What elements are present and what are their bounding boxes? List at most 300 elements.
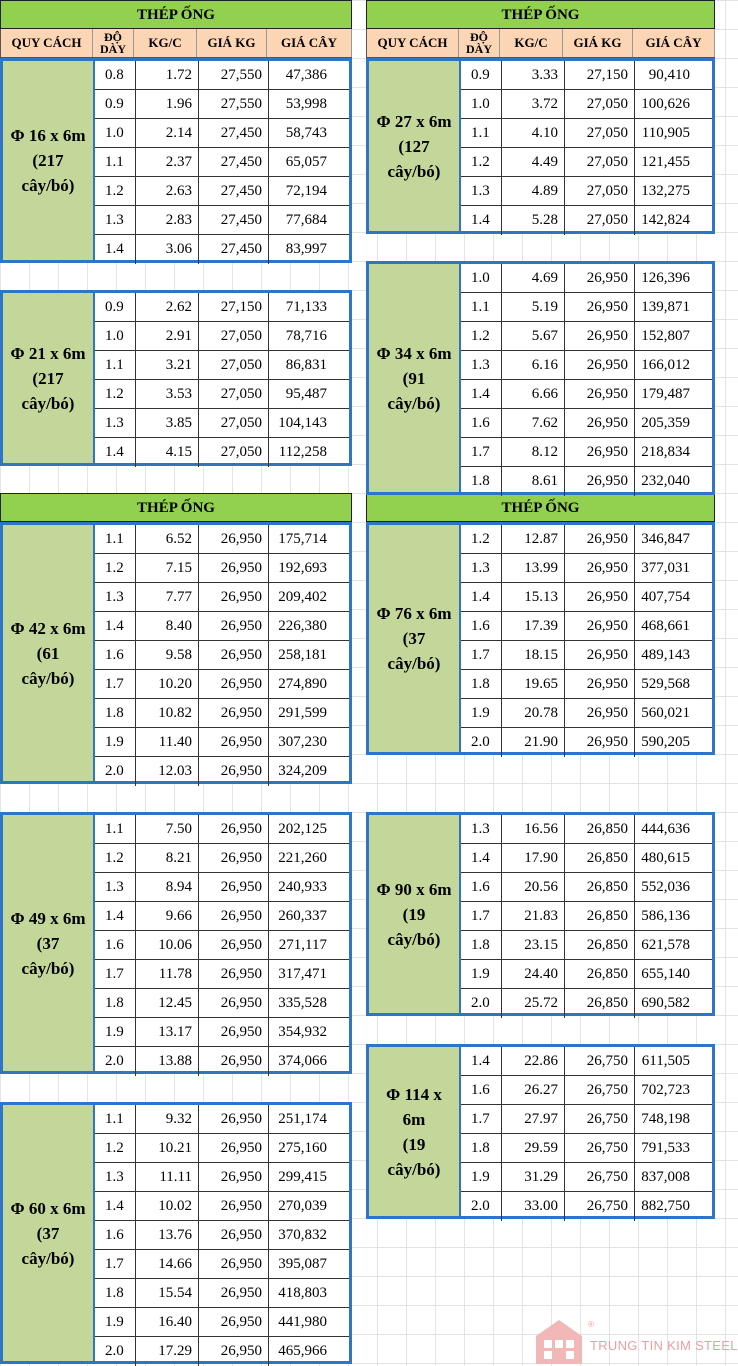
thickness-cell: 1.3 bbox=[95, 583, 136, 611]
price-piece-cell: 324,209 bbox=[278, 763, 327, 779]
price-piece-cell: 139,871 bbox=[641, 298, 690, 315]
price-piece-cell: 374,066 bbox=[278, 1053, 327, 1069]
price-kg-cell: 26,950 bbox=[199, 525, 269, 553]
price-kg-cell: 26,750 bbox=[565, 1192, 635, 1221]
thickness-cell: 1.3 bbox=[95, 409, 136, 437]
thickness-cell: 1.9 bbox=[95, 728, 136, 756]
price-kg-cell: 27,150 bbox=[199, 293, 269, 321]
col-header-price-kg: GIÁ KG bbox=[197, 29, 267, 57]
price-piece-cell: 86,831 bbox=[285, 356, 327, 373]
table-row bbox=[461, 1076, 712, 1105]
price-kg-cell: 26,950 bbox=[199, 960, 269, 988]
spec-rows bbox=[95, 525, 349, 781]
thickness-cell: 1.6 bbox=[461, 1076, 502, 1104]
price-piece-cell: 152,807 bbox=[641, 327, 690, 344]
table-row bbox=[95, 757, 349, 786]
kgc-cell: 17.29 bbox=[136, 1337, 199, 1366]
kgc-cell: 11.40 bbox=[136, 728, 199, 756]
price-piece-cell: 132,275 bbox=[641, 182, 690, 199]
spec-label bbox=[3, 1105, 95, 1361]
spec-label bbox=[369, 1047, 461, 1216]
thickness-cell: 1.2 bbox=[95, 554, 136, 582]
table-row bbox=[461, 61, 712, 90]
price-piece-cell: 299,415 bbox=[278, 1168, 327, 1185]
price-piece-cell: 72,194 bbox=[285, 182, 327, 199]
kgc-cell: 9.32 bbox=[136, 1105, 199, 1133]
thickness-cell: 1.6 bbox=[95, 1221, 136, 1249]
kgc-cell: 23.15 bbox=[502, 931, 565, 959]
thickness-cell: 1.8 bbox=[461, 931, 502, 959]
kgc-cell: 11.11 bbox=[136, 1163, 199, 1191]
price-piece-cell: 748,198 bbox=[641, 1110, 690, 1127]
table-row bbox=[461, 177, 712, 206]
table-row bbox=[95, 1018, 349, 1047]
thickness-cell: 1.1 bbox=[95, 351, 136, 379]
spec-label-line: cây/bó) bbox=[21, 958, 75, 978]
col-header-kgc: KG/C bbox=[500, 29, 563, 57]
price-piece-cell: 166,012 bbox=[641, 356, 690, 373]
spec-label-line: Φ 60 x 6m bbox=[10, 1198, 86, 1218]
kgc-cell: 5.67 bbox=[502, 322, 565, 350]
price-kg-cell: 26,750 bbox=[565, 1047, 635, 1075]
table-row bbox=[95, 177, 349, 206]
price-piece-cell: 271,117 bbox=[278, 936, 327, 953]
spec-label-line: (37 bbox=[36, 1223, 60, 1243]
thickness-cell: 1.3 bbox=[95, 206, 136, 234]
thickness-cell: 1.6 bbox=[461, 612, 502, 640]
price-kg-cell: 26,950 bbox=[565, 670, 635, 698]
price-kg-cell: 26,950 bbox=[199, 1308, 269, 1336]
table-row bbox=[95, 1221, 349, 1250]
table-row bbox=[95, 1308, 349, 1337]
price-piece-cell: 179,487 bbox=[641, 385, 690, 402]
spec-label bbox=[3, 525, 95, 781]
col-header-thickness: ĐỘ DÀY bbox=[459, 29, 500, 57]
price-kg-cell: 26,950 bbox=[565, 467, 635, 496]
table-row bbox=[95, 1047, 349, 1076]
spec-label bbox=[369, 525, 461, 752]
thickness-cell: 1.8 bbox=[95, 1279, 136, 1307]
table-row bbox=[95, 1105, 349, 1134]
price-piece-cell: 882,750 bbox=[641, 1198, 690, 1214]
table-row bbox=[461, 873, 712, 902]
price-piece-cell: 489,143 bbox=[641, 646, 690, 663]
section-title: THÉP ỐNG bbox=[137, 500, 215, 516]
kgc-cell: 1.72 bbox=[136, 61, 199, 89]
table-row bbox=[461, 1134, 712, 1163]
table-row bbox=[95, 438, 349, 467]
price-kg-cell: 26,950 bbox=[199, 554, 269, 582]
thickness-cell: 1.3 bbox=[461, 554, 502, 582]
table-row bbox=[95, 1163, 349, 1192]
table-row bbox=[95, 525, 349, 554]
price-kg-cell: 27,450 bbox=[199, 177, 269, 205]
price-piece-cell: 192,693 bbox=[278, 559, 327, 576]
spec-block-phi60 bbox=[0, 1102, 352, 1364]
kgc-cell: 8.40 bbox=[136, 612, 199, 640]
price-kg-cell: 27,450 bbox=[199, 119, 269, 147]
kgc-cell: 22.86 bbox=[502, 1047, 565, 1075]
kgc-cell: 21.83 bbox=[502, 902, 565, 930]
kgc-cell: 3.06 bbox=[136, 235, 199, 264]
thickness-cell: 1.4 bbox=[461, 380, 502, 408]
kgc-cell: 7.77 bbox=[136, 583, 199, 611]
price-kg-cell: 27,050 bbox=[565, 148, 635, 176]
thickness-cell: 2.0 bbox=[95, 1047, 136, 1076]
kgc-cell: 7.15 bbox=[136, 554, 199, 582]
kgc-cell: 17.90 bbox=[502, 844, 565, 872]
spec-block-phi90 bbox=[366, 812, 715, 1016]
thickness-cell: 1.8 bbox=[461, 1134, 502, 1162]
table-row bbox=[461, 641, 712, 670]
price-piece-cell: 395,087 bbox=[278, 1255, 327, 1272]
price-kg-cell: 26,950 bbox=[199, 728, 269, 756]
spec-label bbox=[3, 61, 95, 260]
price-piece-cell: 621,578 bbox=[641, 936, 690, 953]
price-piece-cell: 251,174 bbox=[278, 1110, 327, 1127]
thickness-cell: 2.0 bbox=[461, 1192, 502, 1221]
table-row bbox=[461, 670, 712, 699]
price-piece-cell: 95,487 bbox=[285, 385, 327, 402]
thickness-cell: 1.3 bbox=[95, 1163, 136, 1191]
price-kg-cell: 27,450 bbox=[199, 235, 269, 264]
kgc-cell: 15.54 bbox=[136, 1279, 199, 1307]
thickness-cell: 1.0 bbox=[461, 90, 502, 118]
price-kg-cell: 26,950 bbox=[199, 989, 269, 1017]
price-piece-cell: 317,471 bbox=[278, 965, 327, 982]
table-row bbox=[461, 322, 712, 351]
spec-label-line: cây/bó) bbox=[387, 393, 441, 413]
kgc-cell: 10.21 bbox=[136, 1134, 199, 1162]
thickness-cell: 1.4 bbox=[95, 612, 136, 640]
column-header-row-left bbox=[0, 29, 352, 58]
spec-block-phi34 bbox=[366, 261, 715, 495]
table-row bbox=[461, 815, 712, 844]
thickness-cell: 1.4 bbox=[461, 844, 502, 872]
thickness-cell: 1.7 bbox=[461, 641, 502, 669]
thickness-cell: 1.0 bbox=[461, 264, 502, 292]
price-kg-cell: 27,050 bbox=[199, 409, 269, 437]
kgc-cell: 16.40 bbox=[136, 1308, 199, 1336]
kgc-cell: 2.14 bbox=[136, 119, 199, 147]
kgc-cell: 24.40 bbox=[502, 960, 565, 988]
kgc-cell: 13.76 bbox=[136, 1221, 199, 1249]
price-piece-cell: 291,599 bbox=[278, 704, 327, 721]
kgc-cell: 6.66 bbox=[502, 380, 565, 408]
price-kg-cell: 27,050 bbox=[199, 351, 269, 379]
spec-rows bbox=[461, 1047, 712, 1216]
price-kg-cell: 26,950 bbox=[199, 583, 269, 611]
thickness-cell: 2.0 bbox=[461, 989, 502, 1018]
price-piece-cell: 590,205 bbox=[641, 734, 690, 750]
spec-block-phi42 bbox=[0, 522, 352, 784]
kgc-cell: 12.45 bbox=[136, 989, 199, 1017]
kgc-cell: 2.83 bbox=[136, 206, 199, 234]
thickness-cell: 1.3 bbox=[95, 873, 136, 901]
price-kg-cell: 26,750 bbox=[565, 1076, 635, 1104]
thickness-cell: 0.9 bbox=[95, 293, 136, 321]
thickness-cell: 1.8 bbox=[461, 670, 502, 698]
price-piece-cell: 209,402 bbox=[278, 588, 327, 605]
spec-label-line: (61 bbox=[36, 643, 60, 663]
price-kg-cell: 26,950 bbox=[199, 1163, 269, 1191]
table-row bbox=[95, 1192, 349, 1221]
price-kg-cell: 26,950 bbox=[199, 1192, 269, 1220]
kgc-cell: 8.61 bbox=[502, 467, 565, 496]
thickness-cell: 1.7 bbox=[461, 438, 502, 466]
table-row bbox=[95, 699, 349, 728]
kgc-cell: 8.12 bbox=[502, 438, 565, 466]
table-row bbox=[461, 1047, 712, 1076]
spec-label bbox=[3, 815, 95, 1071]
price-kg-cell: 26,950 bbox=[199, 1221, 269, 1249]
price-piece-cell: 142,824 bbox=[641, 212, 690, 228]
kgc-cell: 15.13 bbox=[502, 583, 565, 611]
price-piece-cell: 465,966 bbox=[278, 1343, 327, 1359]
section-header-left-2 bbox=[0, 493, 352, 522]
price-piece-cell: 71,133 bbox=[285, 298, 327, 315]
spec-label-line: cây/bó) bbox=[387, 161, 441, 181]
spec-label-line: Φ 114 x bbox=[386, 1084, 442, 1104]
spec-label-line: cây/bó) bbox=[21, 176, 75, 195]
price-kg-cell: 27,050 bbox=[565, 119, 635, 147]
spec-rows bbox=[461, 815, 712, 1013]
table-row bbox=[95, 380, 349, 409]
table-row bbox=[95, 554, 349, 583]
thickness-cell: 1.1 bbox=[95, 1105, 136, 1133]
price-kg-cell: 26,950 bbox=[565, 728, 635, 757]
price-piece-cell: 100,626 bbox=[641, 95, 690, 112]
section-header-right-1 bbox=[366, 0, 715, 29]
kgc-cell: 29.59 bbox=[502, 1134, 565, 1162]
col-header-price-kg: GIÁ KG bbox=[563, 29, 633, 57]
table-row bbox=[461, 351, 712, 380]
thickness-cell: 1.1 bbox=[95, 148, 136, 176]
section-title: THÉP ỐNG bbox=[501, 7, 580, 23]
spec-label-line: Φ 42 x 6m bbox=[10, 618, 86, 638]
kgc-cell: 5.19 bbox=[502, 293, 565, 321]
section-title: THÉP ỐNG bbox=[137, 7, 215, 23]
table-row bbox=[95, 148, 349, 177]
thickness-cell: 1.7 bbox=[95, 960, 136, 988]
price-piece-cell: 90,410 bbox=[648, 66, 690, 83]
price-piece-cell: 377,031 bbox=[641, 559, 690, 576]
table-row bbox=[461, 90, 712, 119]
spec-label-line: 6m bbox=[402, 1109, 426, 1129]
table-row bbox=[95, 1250, 349, 1279]
kgc-cell: 6.16 bbox=[502, 351, 565, 379]
table-row bbox=[461, 728, 712, 757]
price-kg-cell: 26,850 bbox=[565, 844, 635, 872]
thickness-cell: 1.3 bbox=[461, 177, 502, 205]
table-row bbox=[95, 409, 349, 438]
spec-rows bbox=[461, 61, 712, 231]
building-logo-icon bbox=[532, 1316, 586, 1364]
table-row bbox=[95, 989, 349, 1018]
price-kg-cell: 26,850 bbox=[565, 989, 635, 1018]
price-piece-cell: 58,743 bbox=[285, 124, 327, 141]
kgc-cell: 21.90 bbox=[502, 728, 565, 757]
spec-block-phi21 bbox=[0, 290, 352, 466]
spec-label-line: cây/bó) bbox=[21, 668, 75, 688]
table-row bbox=[461, 264, 712, 293]
kgc-cell: 10.82 bbox=[136, 699, 199, 727]
table-row bbox=[95, 293, 349, 322]
kgc-cell: 25.72 bbox=[502, 989, 565, 1018]
spec-rows bbox=[95, 61, 349, 260]
price-kg-cell: 26,950 bbox=[565, 264, 635, 292]
price-piece-cell: 110,905 bbox=[641, 124, 690, 141]
price-kg-cell: 26,950 bbox=[565, 409, 635, 437]
kgc-cell: 33.00 bbox=[502, 1192, 565, 1221]
kgc-cell: 14.66 bbox=[136, 1250, 199, 1278]
price-piece-cell: 104,143 bbox=[278, 414, 327, 431]
kgc-cell: 2.91 bbox=[136, 322, 199, 350]
price-piece-cell: 468,661 bbox=[641, 617, 690, 634]
price-kg-cell: 26,950 bbox=[565, 351, 635, 379]
spec-block-phi49 bbox=[0, 812, 352, 1074]
table-row bbox=[461, 960, 712, 989]
spec-label-line: (217 bbox=[32, 151, 64, 170]
column-header-row-right bbox=[366, 29, 715, 58]
table-row bbox=[95, 641, 349, 670]
thickness-cell: 1.2 bbox=[461, 322, 502, 350]
price-piece-cell: 480,615 bbox=[641, 849, 690, 866]
col-header-price-piece: GIÁ CÂY bbox=[633, 29, 715, 57]
thickness-cell: 1.3 bbox=[461, 815, 502, 843]
spec-label-line: (19 bbox=[402, 904, 426, 924]
kgc-cell: 3.33 bbox=[502, 61, 565, 89]
price-piece-cell: 65,057 bbox=[285, 153, 327, 170]
price-piece-cell: 121,455 bbox=[641, 153, 690, 170]
thickness-cell: 1.6 bbox=[95, 641, 136, 669]
thickness-cell: 1.1 bbox=[95, 815, 136, 843]
spec-block-phi27 bbox=[366, 58, 715, 234]
price-kg-cell: 26,950 bbox=[565, 554, 635, 582]
thickness-cell: 1.1 bbox=[461, 119, 502, 147]
kgc-cell: 1.96 bbox=[136, 90, 199, 118]
table-row bbox=[95, 612, 349, 641]
table-row bbox=[95, 815, 349, 844]
price-piece-cell: 702,723 bbox=[641, 1081, 690, 1098]
price-kg-cell: 26,750 bbox=[565, 1134, 635, 1162]
kgc-cell: 27.97 bbox=[502, 1105, 565, 1133]
kgc-cell: 7.62 bbox=[502, 409, 565, 437]
table-row bbox=[461, 554, 712, 583]
kgc-cell: 5.28 bbox=[502, 206, 565, 235]
thickness-cell: 1.1 bbox=[95, 525, 136, 553]
price-piece-cell: 226,380 bbox=[278, 617, 327, 634]
thickness-cell: 1.0 bbox=[95, 119, 136, 147]
thickness-cell: 1.6 bbox=[461, 873, 502, 901]
price-piece-cell: 83,997 bbox=[285, 241, 327, 257]
price-piece-cell: 274,890 bbox=[278, 675, 327, 692]
price-kg-cell: 26,950 bbox=[199, 1337, 269, 1366]
kgc-cell: 13.17 bbox=[136, 1018, 199, 1046]
thickness-cell: 1.2 bbox=[95, 380, 136, 408]
price-kg-cell: 27,050 bbox=[565, 90, 635, 118]
section-header-right-2 bbox=[366, 493, 715, 522]
price-kg-cell: 27,550 bbox=[199, 90, 269, 118]
price-kg-cell: 26,850 bbox=[565, 902, 635, 930]
price-piece-cell: 126,396 bbox=[641, 269, 690, 286]
thickness-cell: 1.8 bbox=[95, 989, 136, 1017]
price-kg-cell: 26,950 bbox=[199, 1134, 269, 1162]
table-row bbox=[461, 699, 712, 728]
kgc-cell: 2.63 bbox=[136, 177, 199, 205]
thickness-cell: 0.9 bbox=[95, 90, 136, 118]
col-header-price-piece: GIÁ CÂY bbox=[267, 29, 352, 57]
thickness-cell: 1.4 bbox=[95, 1192, 136, 1220]
kgc-cell: 12.87 bbox=[502, 525, 565, 553]
price-piece-cell: 370,832 bbox=[278, 1226, 327, 1243]
price-kg-cell: 26,950 bbox=[565, 525, 635, 553]
price-piece-cell: 47,386 bbox=[285, 66, 327, 83]
table-row bbox=[95, 206, 349, 235]
thickness-cell: 1.2 bbox=[461, 148, 502, 176]
price-kg-cell: 27,450 bbox=[199, 206, 269, 234]
thickness-cell: 1.2 bbox=[95, 844, 136, 872]
price-kg-cell: 26,750 bbox=[565, 1105, 635, 1133]
thickness-cell: 1.2 bbox=[95, 1134, 136, 1162]
kgc-cell: 7.50 bbox=[136, 815, 199, 843]
kgc-cell: 10.20 bbox=[136, 670, 199, 698]
kgc-cell: 8.94 bbox=[136, 873, 199, 901]
spec-label-line: Φ 21 x 6m bbox=[10, 343, 86, 363]
registered-mark: ® bbox=[588, 1320, 594, 1329]
kgc-cell: 4.10 bbox=[502, 119, 565, 147]
table-row bbox=[461, 409, 712, 438]
price-piece-cell: 53,998 bbox=[285, 95, 327, 112]
thickness-cell: 2.0 bbox=[461, 728, 502, 757]
kgc-cell: 4.49 bbox=[502, 148, 565, 176]
kgc-cell: 11.78 bbox=[136, 960, 199, 988]
table-row bbox=[95, 90, 349, 119]
price-kg-cell: 26,950 bbox=[199, 815, 269, 843]
price-kg-cell: 26,950 bbox=[565, 699, 635, 727]
price-piece-cell: 354,932 bbox=[278, 1023, 327, 1040]
thickness-cell: 1.4 bbox=[461, 1047, 502, 1075]
kgc-cell: 3.72 bbox=[502, 90, 565, 118]
price-piece-cell: 307,230 bbox=[278, 733, 327, 750]
thickness-cell: 1.4 bbox=[461, 206, 502, 235]
table-row bbox=[461, 583, 712, 612]
price-kg-cell: 26,950 bbox=[565, 293, 635, 321]
price-kg-cell: 26,850 bbox=[565, 931, 635, 959]
kgc-cell: 10.06 bbox=[136, 931, 199, 959]
table-row bbox=[95, 873, 349, 902]
thickness-cell: 1.9 bbox=[461, 960, 502, 988]
spec-label-line: (37 bbox=[36, 933, 60, 953]
price-kg-cell: 26,950 bbox=[199, 1105, 269, 1133]
spec-label-line: Φ 49 x 6m bbox=[10, 908, 86, 928]
kgc-cell: 9.58 bbox=[136, 641, 199, 669]
spec-rows bbox=[95, 815, 349, 1071]
price-piece-cell: 791,533 bbox=[641, 1139, 690, 1156]
table-row bbox=[95, 902, 349, 931]
price-kg-cell: 26,950 bbox=[199, 1279, 269, 1307]
thickness-cell: 1.2 bbox=[95, 177, 136, 205]
price-kg-cell: 26,950 bbox=[565, 641, 635, 669]
kgc-cell: 3.85 bbox=[136, 409, 199, 437]
table-row bbox=[461, 438, 712, 467]
price-piece-cell: 260,337 bbox=[278, 907, 327, 924]
table-row bbox=[461, 612, 712, 641]
table-row bbox=[95, 728, 349, 757]
kgc-cell: 31.29 bbox=[502, 1163, 565, 1191]
thickness-cell: 1.4 bbox=[95, 438, 136, 467]
price-kg-cell: 26,950 bbox=[199, 1018, 269, 1046]
